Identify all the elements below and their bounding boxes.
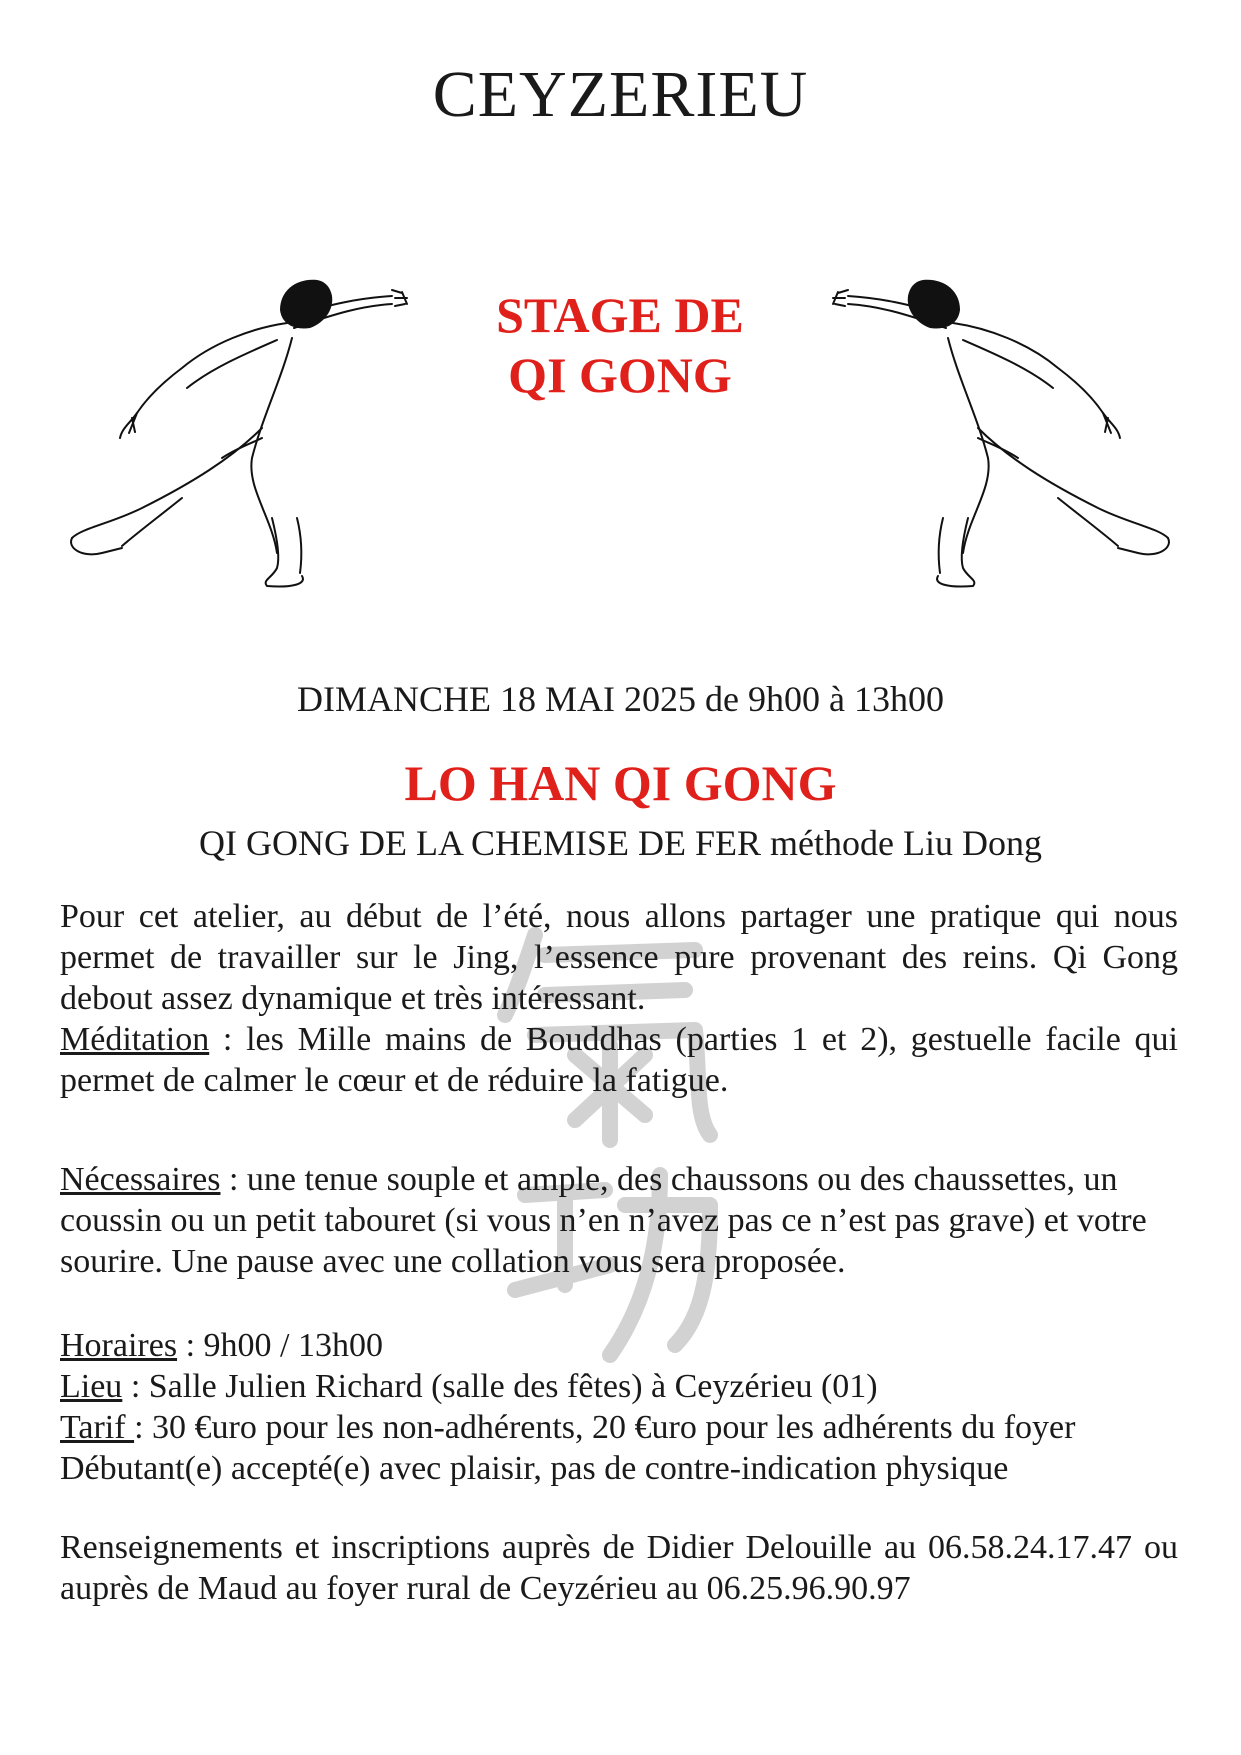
description-paragraph <box>60 896 1178 1101</box>
event-heading: LO HAN QI GONG <box>404 755 837 811</box>
place-line <box>60 1366 1178 1407</box>
intro-text: Pour cet atelier, au début de l’été, nous allons partager une pratique qui nous permet de travailler sur le Jing, l’essence pure provenant des reins. Qi Gong debout assez dynamique et très intéressant. <box>60 898 1178 1017</box>
price-label: Tarif <box>60 1409 135 1446</box>
needs-label: Nécessaires <box>60 1161 221 1198</box>
price-value: : 30 €uro pour les non-adhérents, 20 €uro pour les adhérents du foyer <box>134 1409 1076 1446</box>
beginners-line: Débutant(e) accepté(e) avec plaisir, pas de contre-indication physique <box>60 1450 1009 1487</box>
hours-label: Horaires <box>60 1327 178 1364</box>
event-date: DIMANCHE 18 MAI 2025 de 9h00 à 13h00 <box>297 679 944 719</box>
page-title: CEYZERIEU <box>432 58 809 131</box>
needs-paragraph <box>60 1159 1178 1282</box>
needs-text: : une tenue souple et ample, des chaussons ou des chaussettes, un coussin ou un petit tabouret (si vous n’en n’avez pas ce n’est pas grave) et votre sourire. Une pause avec une collation vous sera proposée. <box>60 1161 1147 1280</box>
stage-banner <box>420 285 820 405</box>
meditation-line <box>60 1019 1178 1101</box>
place-label: Lieu <box>60 1368 123 1405</box>
meditation-label: Méditation <box>60 1021 210 1058</box>
meditation-text: : les Mille mains de Bouddhas (parties 1 et 2), gestuelle facile qui permet de calmer le cœur et de réduire la fatigue. <box>60 1021 1178 1099</box>
needs-line <box>60 1159 1178 1282</box>
stage-banner-line2: QI GONG <box>508 347 732 403</box>
price-line <box>60 1407 1178 1448</box>
hours-line <box>60 1325 1178 1366</box>
stage-banner-line1: STAGE DE <box>496 287 744 343</box>
place-value: : Salle Julien Richard (salle des fêtes) à Ceyzérieu (01) <box>122 1368 878 1405</box>
contact-text: Renseignements et inscriptions auprès de Didier Delouille au 06.58.24.17.47 ou auprès de Maud au foyer rural de Ceyzérieu au 06.25.96.90.97 <box>60 1529 1178 1607</box>
contact-paragraph <box>60 1527 1178 1609</box>
details-block <box>60 1325 1178 1489</box>
hours-value: : 9h00 / 13h00 <box>177 1327 383 1364</box>
event-subheading: QI GONG DE LA CHEMISE DE FER méthode Liu Dong <box>199 823 1042 863</box>
